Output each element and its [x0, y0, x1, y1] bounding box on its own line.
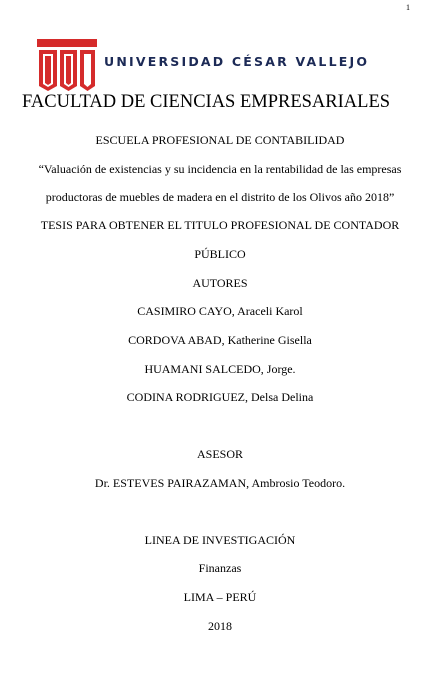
school-name: ESCUELA PROFESIONAL DE CONTABILIDAD	[95, 133, 345, 147]
year: 2018	[208, 619, 232, 633]
university-emblem-icon	[37, 39, 97, 91]
author-2: CORDOVA ABAD, Katherine Gisella	[128, 333, 312, 347]
faculty-title: FACULTAD DE CIENCIAS EMPRESARIALES	[22, 92, 391, 112]
author-1: CASIMIRO CAYO, Araceli Karol	[137, 304, 303, 318]
page-number: 1	[406, 3, 410, 12]
author-3: HUAMANI SALCEDO, Jorge.	[144, 362, 296, 376]
university-name: UNIVERSIDAD CÉSAR VALLEJO	[104, 54, 370, 69]
research-line-heading: LINEA DE INVESTIGACIÓN	[144, 533, 296, 547]
advisor-name: Dr. ESTEVES PAIRAZAMAN, Ambrosio Teodoro.	[94, 476, 346, 490]
author-4: CODINA RODRIGUEZ, Delsa Delina	[126, 390, 314, 404]
degree-line-2: PÚBLICO	[194, 247, 246, 261]
thesis-title-line-1: “Valuación de existencias y su incidencia en la rentabilidad de las empresas	[38, 162, 402, 176]
place: LIMA – PERÚ	[183, 590, 257, 604]
advisor-heading: ASESOR	[196, 447, 243, 461]
authors-heading: AUTORES	[192, 276, 248, 290]
thesis-title-line-2: productoras de muebles de madera en el distrito de los Olivos año 2018”	[45, 190, 395, 204]
research-line: Finanzas	[198, 561, 242, 575]
degree-line-1: TESIS PARA OBTENER EL TITULO PROFESIONAL DE CONTADOR	[40, 218, 400, 232]
university-logo	[37, 39, 370, 91]
